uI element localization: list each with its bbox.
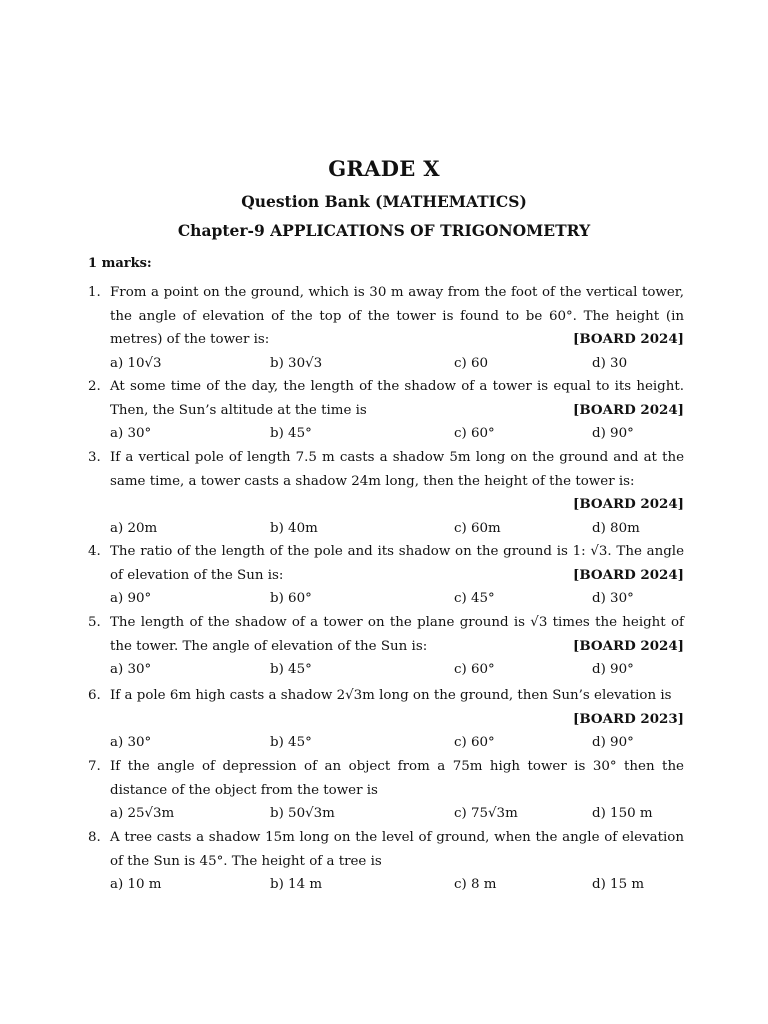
- option-c: c) 75√3m: [454, 806, 518, 821]
- option-a: a) 10√3: [110, 355, 162, 371]
- options-row: [110, 517, 684, 540]
- option-c: c) 60°: [454, 735, 495, 750]
- grade-title: GRADE X: [328, 156, 440, 181]
- question-text: If a pole 6m high casts a shadow 2√3m long on the ground, then Sun’s elevation is: [110, 688, 672, 703]
- option-c: c) 60: [454, 355, 489, 371]
- option-a: a) 20m: [110, 520, 158, 536]
- option-d: d) 80m: [592, 520, 640, 536]
- option-b: b) 45°: [270, 735, 312, 750]
- options-row: [110, 422, 684, 445]
- option-c: c) 60m: [454, 520, 501, 536]
- option-b: b) 40m: [270, 520, 318, 536]
- question-number: 6.: [88, 688, 101, 703]
- options-row: [110, 802, 684, 825]
- question-1: [88, 281, 684, 375]
- option-a: a) 10 m: [110, 877, 162, 892]
- board-tag: [BOARD 2024]: [573, 566, 684, 583]
- question-text: If the angle of depression of an object from a 75m high tower is 30° then the distance of the object from the tower is: [110, 759, 684, 798]
- section-label: 1 marks:: [88, 256, 152, 271]
- question-text: The length of the shadow of a tower on the plane ground is √3 times the height of the tower. The angle of elevation of the Sun is: [BOARD 2024]: [110, 611, 684, 658]
- question-8: [88, 826, 684, 896]
- option-c: c) 60°: [454, 662, 495, 677]
- option-c: c) 8 m: [454, 877, 497, 892]
- question-3: [88, 446, 684, 540]
- option-d: d) 30: [592, 355, 628, 371]
- board-tag: [BOARD 2024]: [573, 401, 684, 418]
- question-number: 8.: [88, 830, 101, 845]
- question-number: 1.: [88, 285, 101, 300]
- question-6: [88, 684, 684, 754]
- question-7: [88, 755, 684, 825]
- subject-title: Question Bank (MATHEMATICS): [241, 192, 527, 211]
- option-d: d) 30°: [592, 591, 634, 606]
- options-row: [110, 658, 684, 681]
- option-b: b) 50√3m: [270, 806, 335, 821]
- option-b: b) 60°: [270, 591, 312, 606]
- options-row: [110, 587, 684, 610]
- question-2: [88, 375, 684, 445]
- option-a: a) 30°: [110, 662, 152, 677]
- option-a: a) 90°: [110, 591, 152, 606]
- option-d: d) 90°: [592, 735, 634, 750]
- option-b: b) 45°: [270, 426, 312, 441]
- question-4: [88, 540, 684, 610]
- question-text: At some time of the day, the length of the shadow of a tower is equal to its height. Then, the Sun’s altitude at the time is [BOARD 2024]: [110, 375, 684, 422]
- question-number: 5.: [88, 615, 101, 630]
- option-d: d) 90°: [592, 662, 634, 677]
- board-tag: [BOARD 2024]: [573, 637, 684, 654]
- chapter-title: Chapter-9 APPLICATIONS OF TRIGONOMETRY: [177, 221, 591, 240]
- option-b: b) 30√3: [270, 355, 323, 371]
- question-text: The ratio of the length of the pole and its shadow on the ground is 1: √3. The angle of elevation of the Sun is: [BOARD 2024]: [110, 540, 684, 587]
- board-tag: [BOARD 2024]: [573, 331, 684, 347]
- question-text: If a vertical pole of length 7.5 m casts a shadow 5m long on the ground and at the same time, a tower casts a shadow 24m long, then the height of the tower is:: [110, 450, 684, 489]
- option-c: c) 45°: [454, 591, 495, 606]
- question-number: 2.: [88, 379, 101, 394]
- question-number: 4.: [88, 544, 101, 559]
- board-tag: [BOARD 2024]: [573, 496, 684, 512]
- option-a: a) 30°: [110, 735, 152, 750]
- question-text: From a point on the ground, which is 30 m away from the foot of the vertical tower, the angle of elevation of the top of the tower is found to be 60°. The height (in metres) of the tower is: [BOARD 2024]: [110, 281, 684, 352]
- options-row: [110, 873, 684, 896]
- option-b: b) 45°: [270, 662, 312, 677]
- option-b: b) 14 m: [270, 877, 323, 892]
- option-d: d) 90°: [592, 426, 634, 441]
- question-5: [88, 611, 684, 681]
- question-number: 7.: [88, 759, 101, 774]
- options-row: [110, 731, 684, 754]
- option-a: a) 25√3m: [110, 806, 175, 821]
- option-d: d) 15 m: [592, 877, 645, 892]
- options-row: [110, 352, 684, 375]
- question-number: 3.: [88, 450, 101, 465]
- board-tag: [BOARD 2023]: [573, 710, 684, 727]
- question-text: A tree casts a shadow 15m long on the level of ground, when the angle of elevation of the Sun is 45°. The height of a tree is: [110, 830, 684, 869]
- option-c: c) 60°: [454, 426, 495, 441]
- option-d: d) 150 m: [592, 806, 653, 821]
- option-a: a) 30°: [110, 426, 152, 441]
